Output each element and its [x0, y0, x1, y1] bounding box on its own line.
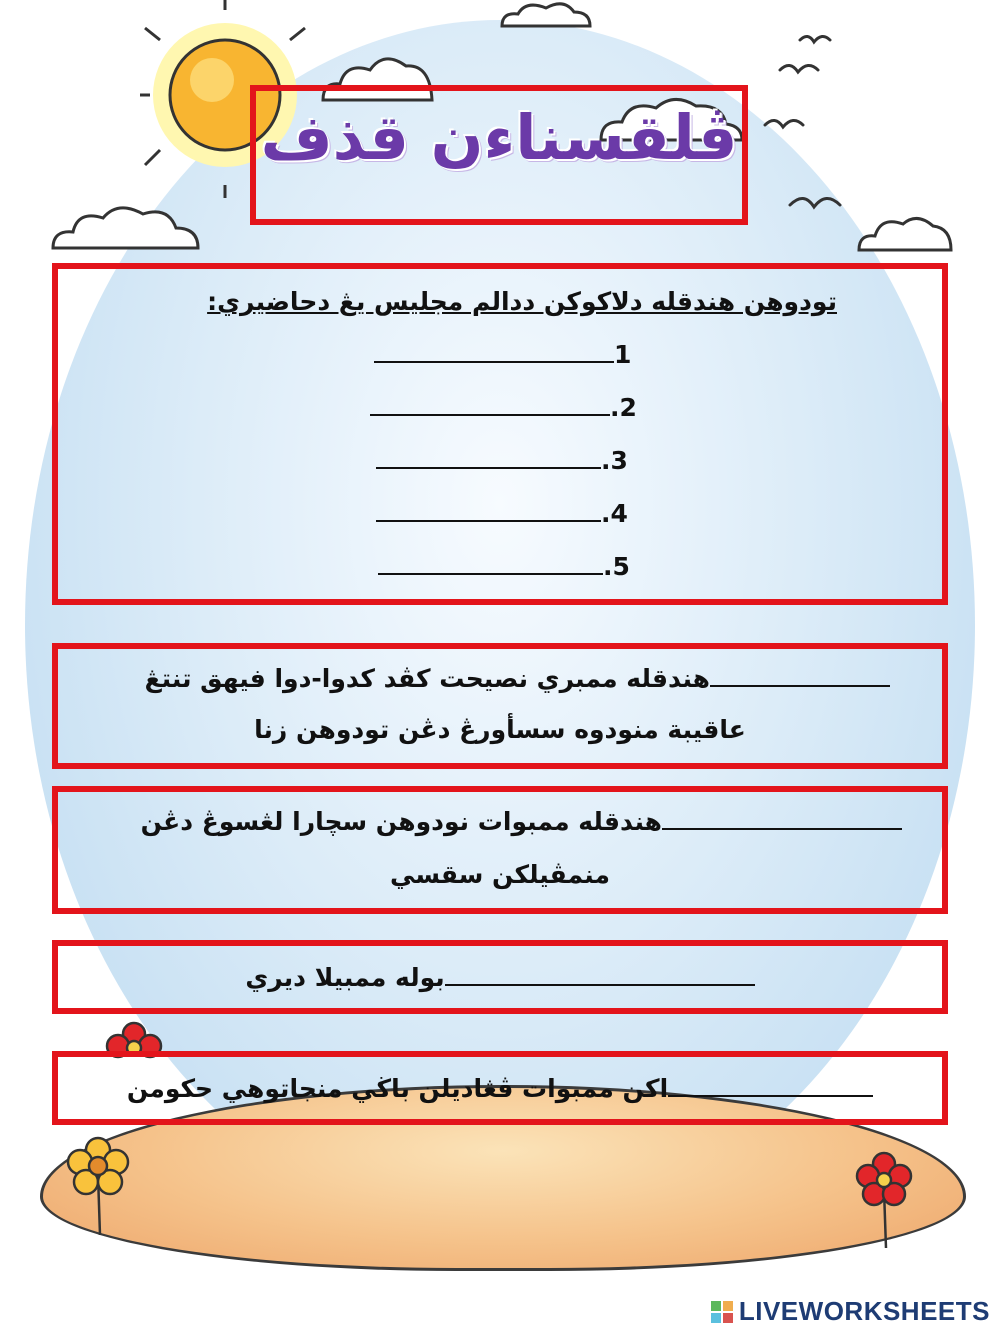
answer-blank[interactable]: [445, 962, 755, 986]
sentence-3-frame: [52, 786, 948, 914]
answer-line-4[interactable]: [376, 498, 628, 528]
answer-number: .2: [610, 393, 637, 422]
sentence-5-frame: [52, 1051, 948, 1125]
answer-number: 1: [614, 340, 632, 369]
cloud-icon: [498, 0, 594, 32]
page-title: ڤلقسناءن قذف: [260, 101, 738, 174]
answer-blank[interactable]: [662, 806, 902, 830]
question-1-frame: [52, 263, 948, 605]
answer-number: .3: [601, 446, 628, 475]
cloud-icon: [855, 208, 955, 256]
logo-mark-icon: [711, 1301, 733, 1323]
flower-icon: [60, 1130, 140, 1240]
answer-blank[interactable]: [378, 551, 603, 575]
birds-icon: [760, 30, 870, 230]
answer-blank[interactable]: [668, 1073, 873, 1097]
answer-number: .5: [603, 552, 630, 581]
sentence-2-line-2: عاقيبة منودوه سسأورڠ دڠن تودوهن زنا: [254, 715, 746, 744]
question-1-heading: تودوهن هندقله دلاكوكن ددالم مجليس يڠ دحاضيري:: [207, 287, 837, 316]
answer-blank[interactable]: [710, 663, 890, 687]
sentence-5-line-1: اكن ممبوات ڤڠاديلن باڬي منجاتوهي حكومن: [58, 1073, 942, 1103]
flower-icon: [850, 1150, 920, 1250]
watermark-text: LIVEWORKSHEETS: [738, 1296, 990, 1326]
liveworksheets-logo: [711, 1296, 990, 1327]
answer-blank[interactable]: [374, 339, 614, 363]
sentence-3-line-1: هندقله ممبوات نودوهن سچارا لڠسوڠ دڠن: [141, 806, 902, 836]
answer-line-3[interactable]: [376, 445, 628, 475]
answer-blank[interactable]: [376, 445, 601, 469]
sentence-2-frame: [52, 643, 948, 769]
sentence-4-frame: [52, 940, 948, 1014]
answer-blank[interactable]: [370, 392, 610, 416]
sentence-2-line-1: هندقله ممبري نصيحت كڤد كدوا-دوا فيهق تنتڠ: [145, 663, 890, 693]
answer-line-2[interactable]: [370, 392, 637, 422]
answer-line-5[interactable]: [378, 551, 630, 581]
cloud-icon: [48, 200, 203, 255]
sentence-3-line-2: منمڤيلكن سقسي: [390, 860, 610, 889]
answer-blank[interactable]: [376, 498, 601, 522]
answer-line-1[interactable]: [374, 339, 631, 369]
answer-number: .4: [601, 499, 628, 528]
sentence-4-line-1: بوله ممبيلا ديري: [58, 962, 942, 992]
title-frame: [250, 85, 748, 225]
